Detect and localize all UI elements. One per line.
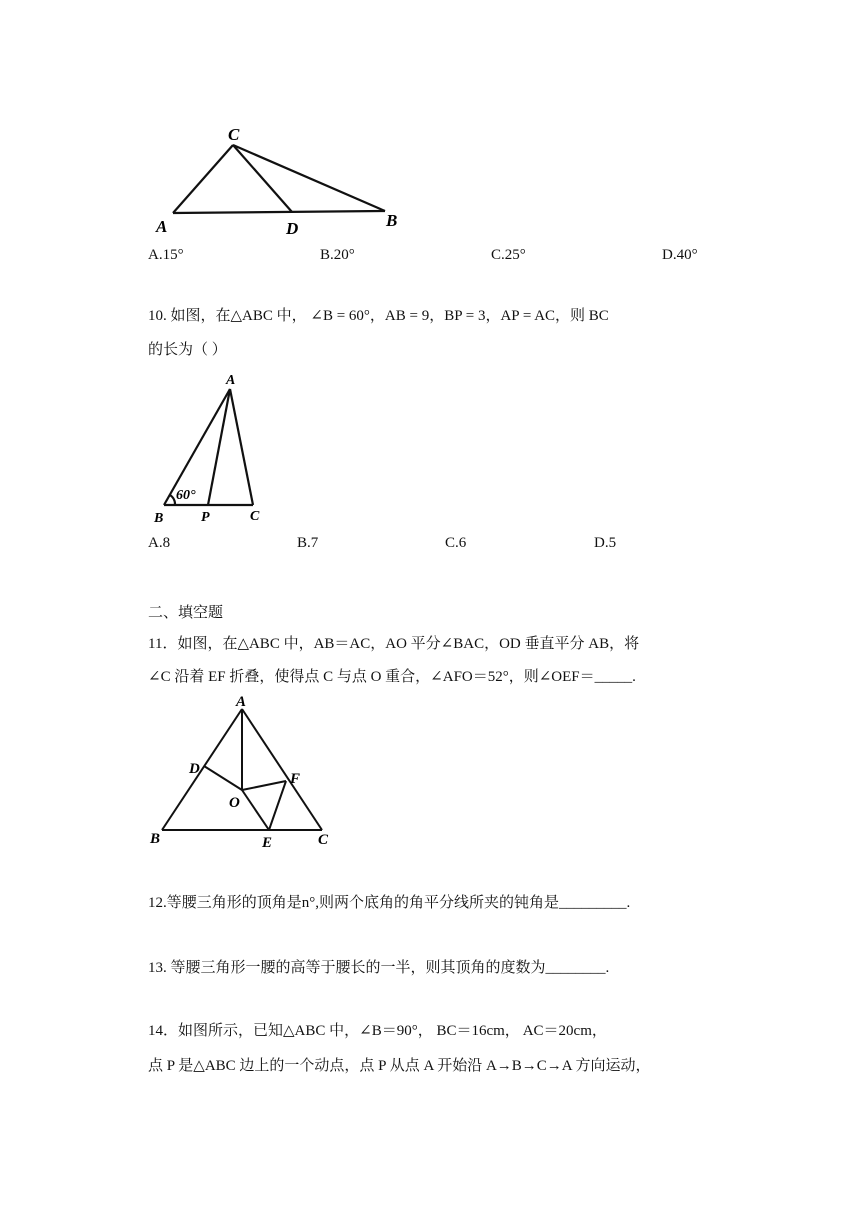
q9-option-c: C.25° xyxy=(491,247,526,263)
q14-text-line2: 点 P 是△ABC 边上的一个动点，点 P 从点 A 开始沿 A→B→C→A 方向运动， xyxy=(148,1058,651,1074)
q10-text-line1: 10. 如图，在△ABC 中， ∠B = 60°，AB = 9，BP = 3，AP = AC，则 BC xyxy=(148,308,609,324)
q10-label-angle: 60° xyxy=(176,488,196,503)
q10-figure xyxy=(140,365,280,530)
q12-text: 12.等腰三角形的顶角是n°,则两个底角的角平分线所夹的钝角是_________. xyxy=(148,895,631,911)
q10-label-p: P xyxy=(201,510,210,525)
q11-label-c: C xyxy=(318,832,329,848)
q13-text: 13. 等腰三角形一腰的高等于腰长的一半，则其顶角的度数为________. xyxy=(148,960,610,976)
q9-option-b: B.20° xyxy=(320,247,355,263)
q11-label-a: A xyxy=(236,694,247,710)
q9-label-c: C xyxy=(228,125,240,144)
q10-label-c: C xyxy=(250,509,260,524)
q9-label-d: D xyxy=(286,219,299,238)
q9-option-d: D.40° xyxy=(662,247,698,263)
q10-label-a: A xyxy=(226,373,236,388)
q10-option-b: B.7 xyxy=(297,535,319,551)
q11-text-line2: ∠C 沿着 EF 折叠，使得点 C 与点 O 重合，∠AFO＝52°，则∠OEF＝_____. xyxy=(148,669,636,685)
q11-label-o: O xyxy=(229,795,240,811)
q10-option-d: D.5 xyxy=(594,535,617,551)
q9-label-b: B xyxy=(386,211,398,230)
q9-figure xyxy=(140,120,420,240)
q11-label-e: E xyxy=(262,835,273,851)
q10-option-a: A.8 xyxy=(148,535,171,551)
section-title: 二、填空题 xyxy=(148,605,224,621)
q11-label-f: F xyxy=(290,771,301,787)
q11-text-line1: 11．如图，在△ABC 中，AB＝AC，AO 平分∠BAC，OD 垂直平分 AB，将 xyxy=(148,636,640,652)
q10-text-line2: 的长为（ ） xyxy=(148,342,227,358)
q14-text-line1: 14．如图所示，已知△ABC 中，∠B＝90°， BC＝16cm， AC＝20cm， xyxy=(148,1023,607,1039)
q11-label-b: B xyxy=(150,831,161,847)
q9-label-a: A xyxy=(156,217,168,236)
q10-option-c: C.6 xyxy=(445,535,467,551)
q9-option-a: A.15° xyxy=(148,247,184,263)
q11-figure xyxy=(140,690,350,855)
q10-label-b: B xyxy=(154,511,164,526)
q11-label-d: D xyxy=(189,761,200,777)
